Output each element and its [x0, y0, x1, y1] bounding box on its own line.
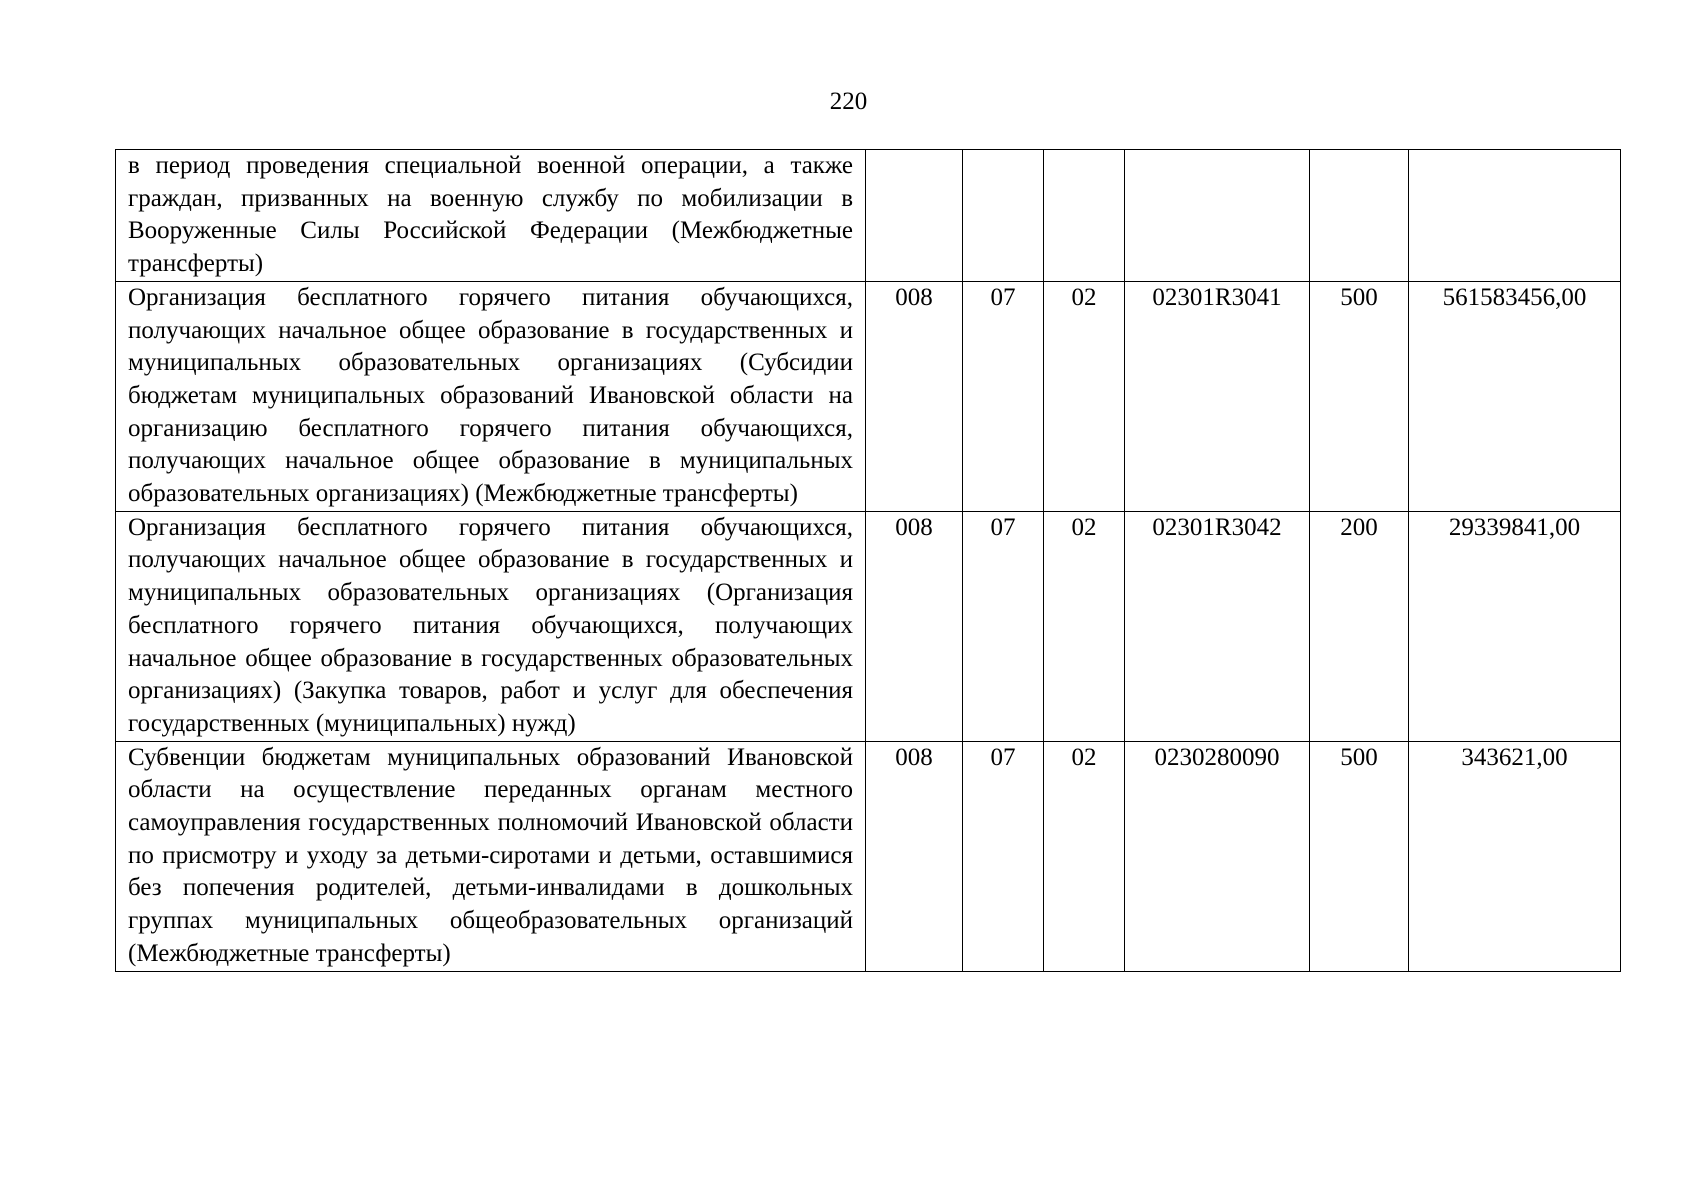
target-article-cell: 02301R3041: [1125, 281, 1310, 511]
section-code-cell: [963, 150, 1044, 282]
amount-cell: 29339841,00: [1409, 511, 1621, 741]
table-row: [116, 281, 1621, 511]
row-description: Организация бесплатного горячего питания обучающихся, получающих начальное общее образование в государственных и муниципальных образовательных организациях (Субсидии бюджетам муниципальных образований Ивановской области на организацию бесплатного горячего питания обучающихся, получающих начальное общее образование в муниципальных образовательных организациях) (Межбюджетные трансферты): [116, 281, 866, 511]
section-code-cell: 07: [963, 511, 1044, 741]
subsection-code-cell: 02: [1044, 511, 1125, 741]
expense-type-cell: 200: [1310, 511, 1409, 741]
table-row: [116, 511, 1621, 741]
target-article-cell: 02301R3042: [1125, 511, 1310, 741]
expense-type-cell: [1310, 150, 1409, 282]
target-article-cell: 0230280090: [1125, 741, 1310, 971]
subsection-code-cell: [1044, 150, 1125, 282]
budget-table: [115, 149, 1621, 972]
subsection-code-cell: 02: [1044, 741, 1125, 971]
section-code-cell: 07: [963, 281, 1044, 511]
target-article-cell: [1125, 150, 1310, 282]
amount-cell: 561583456,00: [1409, 281, 1621, 511]
ved-code-cell: [866, 150, 963, 282]
table-row: [116, 150, 1621, 282]
ved-code-cell: 008: [866, 511, 963, 741]
ved-code-cell: 008: [866, 281, 963, 511]
expense-type-cell: 500: [1310, 281, 1409, 511]
amount-cell: 343621,00: [1409, 741, 1621, 971]
expense-type-cell: 500: [1310, 741, 1409, 971]
row-description: Организация бесплатного горячего питания обучающихся, получающих начальное общее образование в государственных и муниципальных образовательных организациях (Организация бесплатного горячего питания обучающихся, получающих начальное общее образование в государственных образовательных организациях) (Закупка товаров, работ и услуг для обеспечения государственных (муниципальных) нужд): [116, 511, 866, 741]
table-row: [116, 741, 1621, 971]
page-number: 220: [829, 88, 868, 115]
subsection-code-cell: 02: [1044, 281, 1125, 511]
ved-code-cell: 008: [866, 741, 963, 971]
section-code-cell: 07: [963, 741, 1044, 971]
row-description: Субвенции бюджетам муниципальных образований Ивановской области на осуществление переданных органам местного самоуправления государственных полномочий Ивановской области по присмотру и уходу за детьми-сиротами и детьми, оставшимися без попечения родителей, детьми-инвалидами в дошкольных группах муниципальных общеобразовательных организаций (Межбюджетные трансферты): [116, 741, 866, 971]
row-description: в период проведения специальной военной операции, а также граждан, призванных на военную службу по мобилизации в Вооруженные Силы Российской Федерации (Межбюджетные трансферты): [116, 150, 866, 282]
amount-cell: [1409, 150, 1621, 282]
